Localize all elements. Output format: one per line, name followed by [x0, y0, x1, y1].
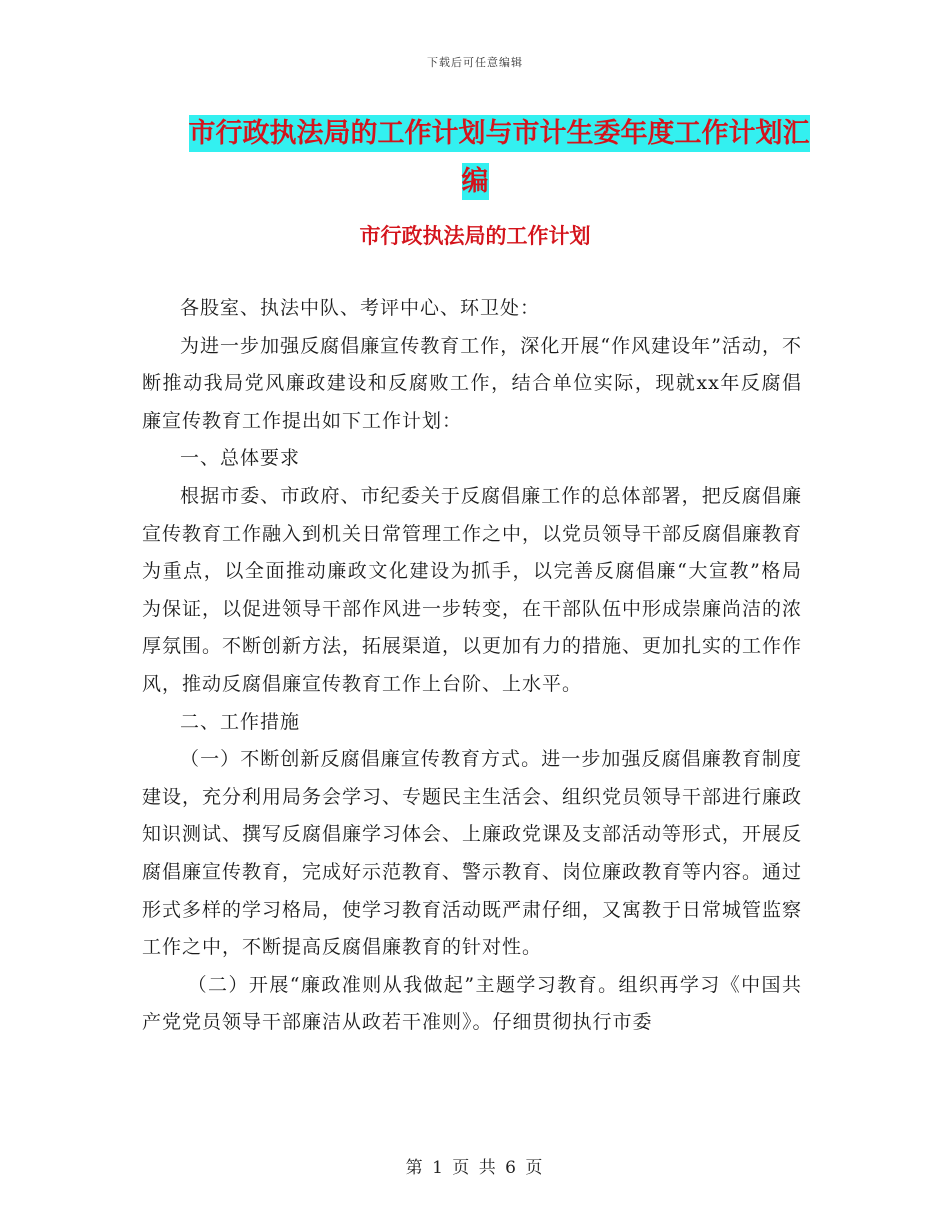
paragraph-measure-2: （二）开展“廉政准则从我做起”主题学习教育。组织再学习《中国共产党党员领导干部廉洁从政若干准则》。仔细贯彻执行市委: [142, 973, 802, 1034]
document-title: [0, 110, 950, 206]
heading-general-requirements: 一、总体要求: [180, 447, 301, 470]
header-note: 下载后可任意编辑: [427, 56, 523, 69]
section-title: 市行政执法局的工作计划: [359, 224, 591, 248]
page-number: 第 1 页 共 6 页: [405, 1158, 545, 1178]
document-body: [142, 290, 802, 1042]
document-title-line-1: 市行政执法局的工作计划与市计生委年度工作计划汇: [189, 115, 810, 152]
paragraph-salutation: 各股室、执法中队、考评中心、环卫处：: [180, 297, 541, 319]
paragraph-general-requirements: 根据市委、市政府、市纪委关于反腐倡廉工作的总体部署，把反腐倡廉宣传教育工作融入到机关日常管理工作之中，以党员领导干部反腐倡廉教育为重点，以全面推动廉政文化建设为抓手，以完善反腐倡廉“大宣教”格局为保证，以促进领导干部作风进一步转变，在干部队伍中形成崇廉尚洁的浓厚氛围。不断创新方法，拓展渠道，以更加有力的措施、更加扎实的工作作风，推动反腐倡廉宣传教育工作上台阶、上水平。: [142, 484, 803, 695]
heading-work-measures: 二、工作措施: [180, 710, 301, 733]
document-title-line-2: 编: [462, 163, 489, 200]
paragraph-intro: 为进一步加强反腐倡廉宣传教育工作，深化开展“作风建设年”活动，不断推动我局党风廉政建设和反腐败工作，结合单位实际，现就xx年反腐倡廉宣传教育工作提出如下工作计划：: [142, 334, 802, 432]
paragraph-measure-1: （一）不断创新反腐倡廉宣传教育方式。进一步加强反腐倡廉教育制度建设，充分利用局务会学习、专题民主生活会、组织党员领导干部进行廉政知识测试、撰写反腐倡廉学习体会、上廉政党课及支部活动等形式，开展反腐倡廉宣传教育，完成好示范教育、警示教育、岗位廉政教育等内容。通过形式多样的学习格局，使学习教育活动既严肃仔细，又寓教于日常城管监察工作之中，不断提高反腐倡廉教育的针对性。: [142, 748, 803, 959]
